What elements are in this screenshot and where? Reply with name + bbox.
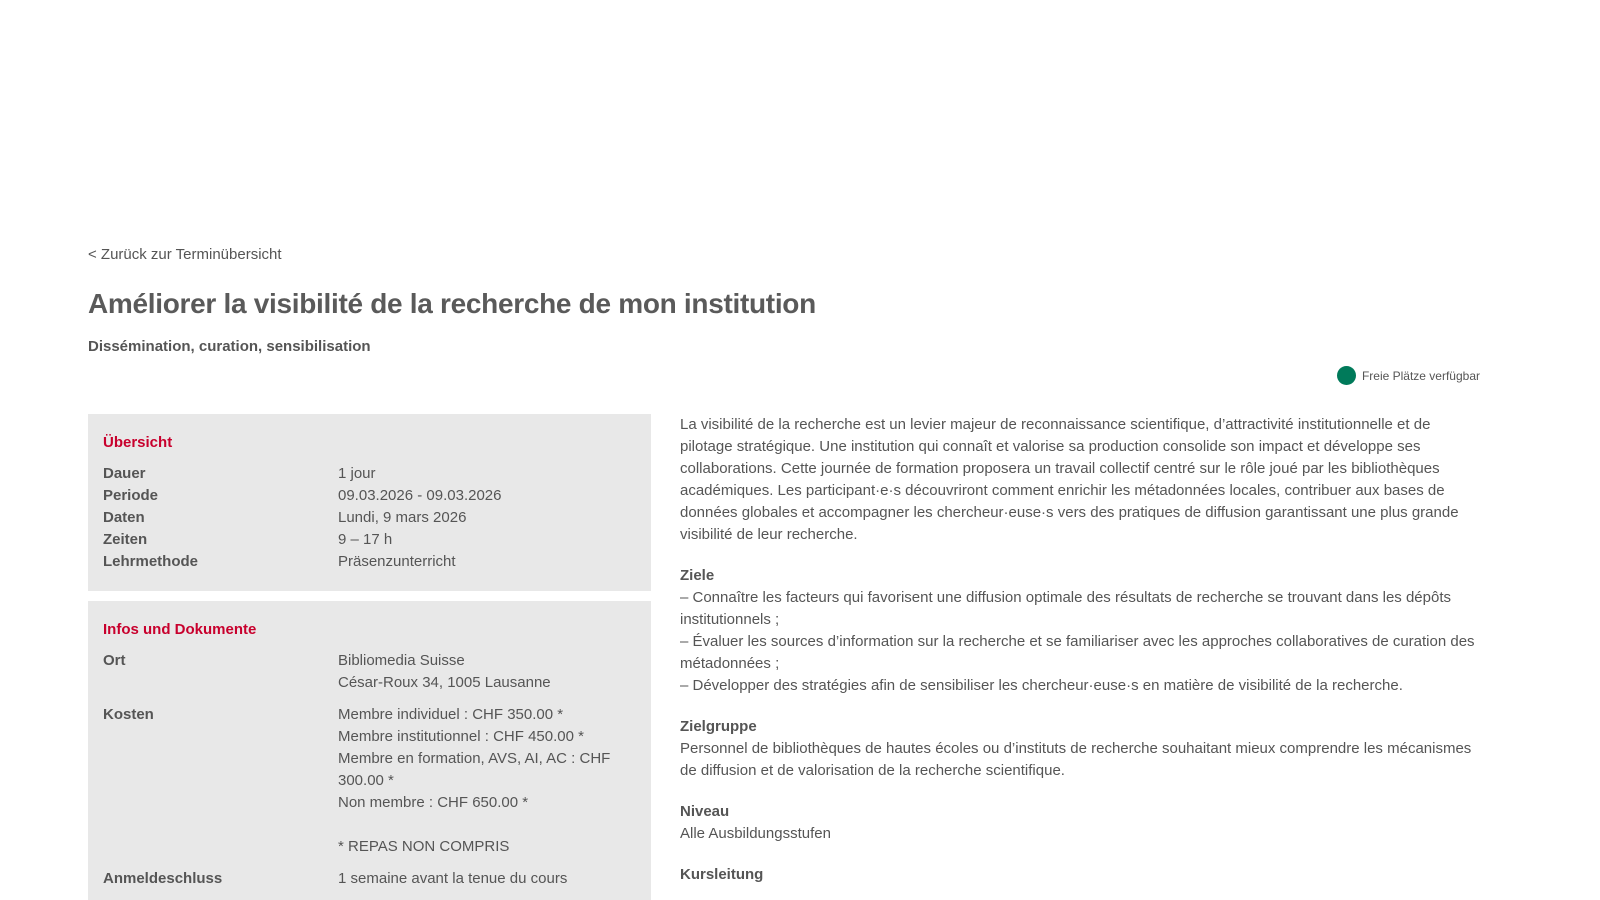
level-section: [680, 801, 1485, 845]
infos-box: [88, 601, 651, 900]
row-value: [338, 704, 636, 858]
level-heading: Niveau: [680, 803, 730, 820]
infos-title: Infos und Dokumente: [103, 621, 257, 638]
goal-item: – Développer des stratégies afin de sensibiliser les chercheur·euse·s en matière de visibilité de la recherche.: [680, 677, 1403, 694]
overview-row-duration: [103, 463, 636, 485]
instructor-heading: Kursleitung: [680, 866, 764, 883]
row-value: Lundi, 9 mars 2026: [338, 509, 467, 526]
target-group-section: [680, 716, 1485, 782]
overview-row-dates: [103, 507, 636, 529]
cost-note: * REPAS NON COMPRIS: [338, 838, 510, 855]
infos-row-location: [103, 650, 636, 694]
description-intro: La visibilité de la recherche est un levier majeur de reconnaissance scientifique, d’attractivité institutionnelle et de pilotage stratégique. Une institution qui connaît et valorise sa production consolide son impact et développe ses collaborations. Cette journée de formation proposera un travail collectif centré sur le rôle joué par les bibliothèques académiques. Les participant·e·s découvriront comment enrichir les métadonnées locales, contribuer aux bases de données globales et accompagner les chercheur·euse·s vers des pratiques de diffusion garantissant une plus grande visibilité de leur recherche.: [680, 416, 1459, 543]
overview-title: Übersicht: [103, 434, 173, 451]
page-title: Améliorer la visibilité de la recherche de mon institution: [88, 288, 816, 319]
info-sidebar: [88, 414, 651, 900]
target-group-text: Personnel de bibliothèques de hautes écoles ou d’instituts de recherche souhaitant mieux comprendre les mécanismes de diffusion et de valorisation de la recherche scientifique.: [680, 740, 1472, 779]
overview-row-method: [103, 551, 636, 573]
availability-status: [1337, 366, 1480, 385]
row-value: Präsenzunterricht: [338, 553, 456, 570]
spacer: [338, 814, 636, 836]
back-to-overview-link[interactable]: < Zurück zur Terminübersicht: [88, 246, 282, 263]
row-label: Anmeldeschluss: [103, 870, 223, 887]
overview-row-times: [103, 529, 636, 551]
overview-row-period: [103, 485, 636, 507]
location-address: César-Roux 34, 1005 Lausanne: [338, 674, 551, 691]
row-value: 1 jour: [338, 465, 376, 482]
row-value: 1 semaine avant la tenue du cours: [338, 870, 568, 887]
availability-label: Freie Plätze verfügbar: [1361, 368, 1480, 383]
row-label: Lehrmethode: [103, 553, 199, 570]
course-description: [680, 414, 1485, 900]
infos-row-deadline: [103, 868, 636, 890]
instructor-section: [680, 864, 1485, 886]
goal-item: – Évaluer les sources d’information sur la recherche et se familiariser avec les approches collaboratives de curation des métadonnées ;: [680, 633, 1475, 672]
target-group-heading: Zielgruppe: [680, 718, 757, 735]
row-label: Periode: [103, 487, 159, 504]
goal-item: – Connaître les facteurs qui favorisent une diffusion optimale des résultats de recherche se trouvant dans les dépôts institutionnels ;: [680, 589, 1452, 628]
row-label: Kosten: [103, 706, 154, 723]
row-value: [338, 650, 636, 694]
row-label: Zeiten: [103, 531, 148, 548]
row-label: Ort: [103, 652, 126, 669]
level-text: Alle Ausbildungsstufen: [680, 825, 831, 842]
row-value: 09.03.2026 - 09.03.2026: [338, 487, 502, 504]
status-dot-icon: [1337, 366, 1356, 385]
cost-line: Membre individuel : CHF 350.00 *: [338, 706, 564, 723]
goals-section: [680, 565, 1485, 697]
page-subtitle: Dissémination, curation, sensibilisation: [88, 338, 371, 355]
goals-heading: Ziele: [680, 567, 715, 584]
overview-box: [88, 414, 651, 591]
row-label: Daten: [103, 509, 145, 526]
row-value: 9 – 17 h: [338, 531, 393, 548]
cost-line: Non membre : CHF 650.00 *: [338, 794, 529, 811]
infos-row-costs: [103, 704, 636, 858]
location-name: Bibliomedia Suisse: [338, 652, 465, 669]
cost-line: Membre institutionnel : CHF 450.00 *: [338, 728, 584, 745]
row-label: Dauer: [103, 465, 146, 482]
cost-line: Membre en formation, AVS, AI, AC : CHF 300.00 *: [338, 750, 611, 789]
